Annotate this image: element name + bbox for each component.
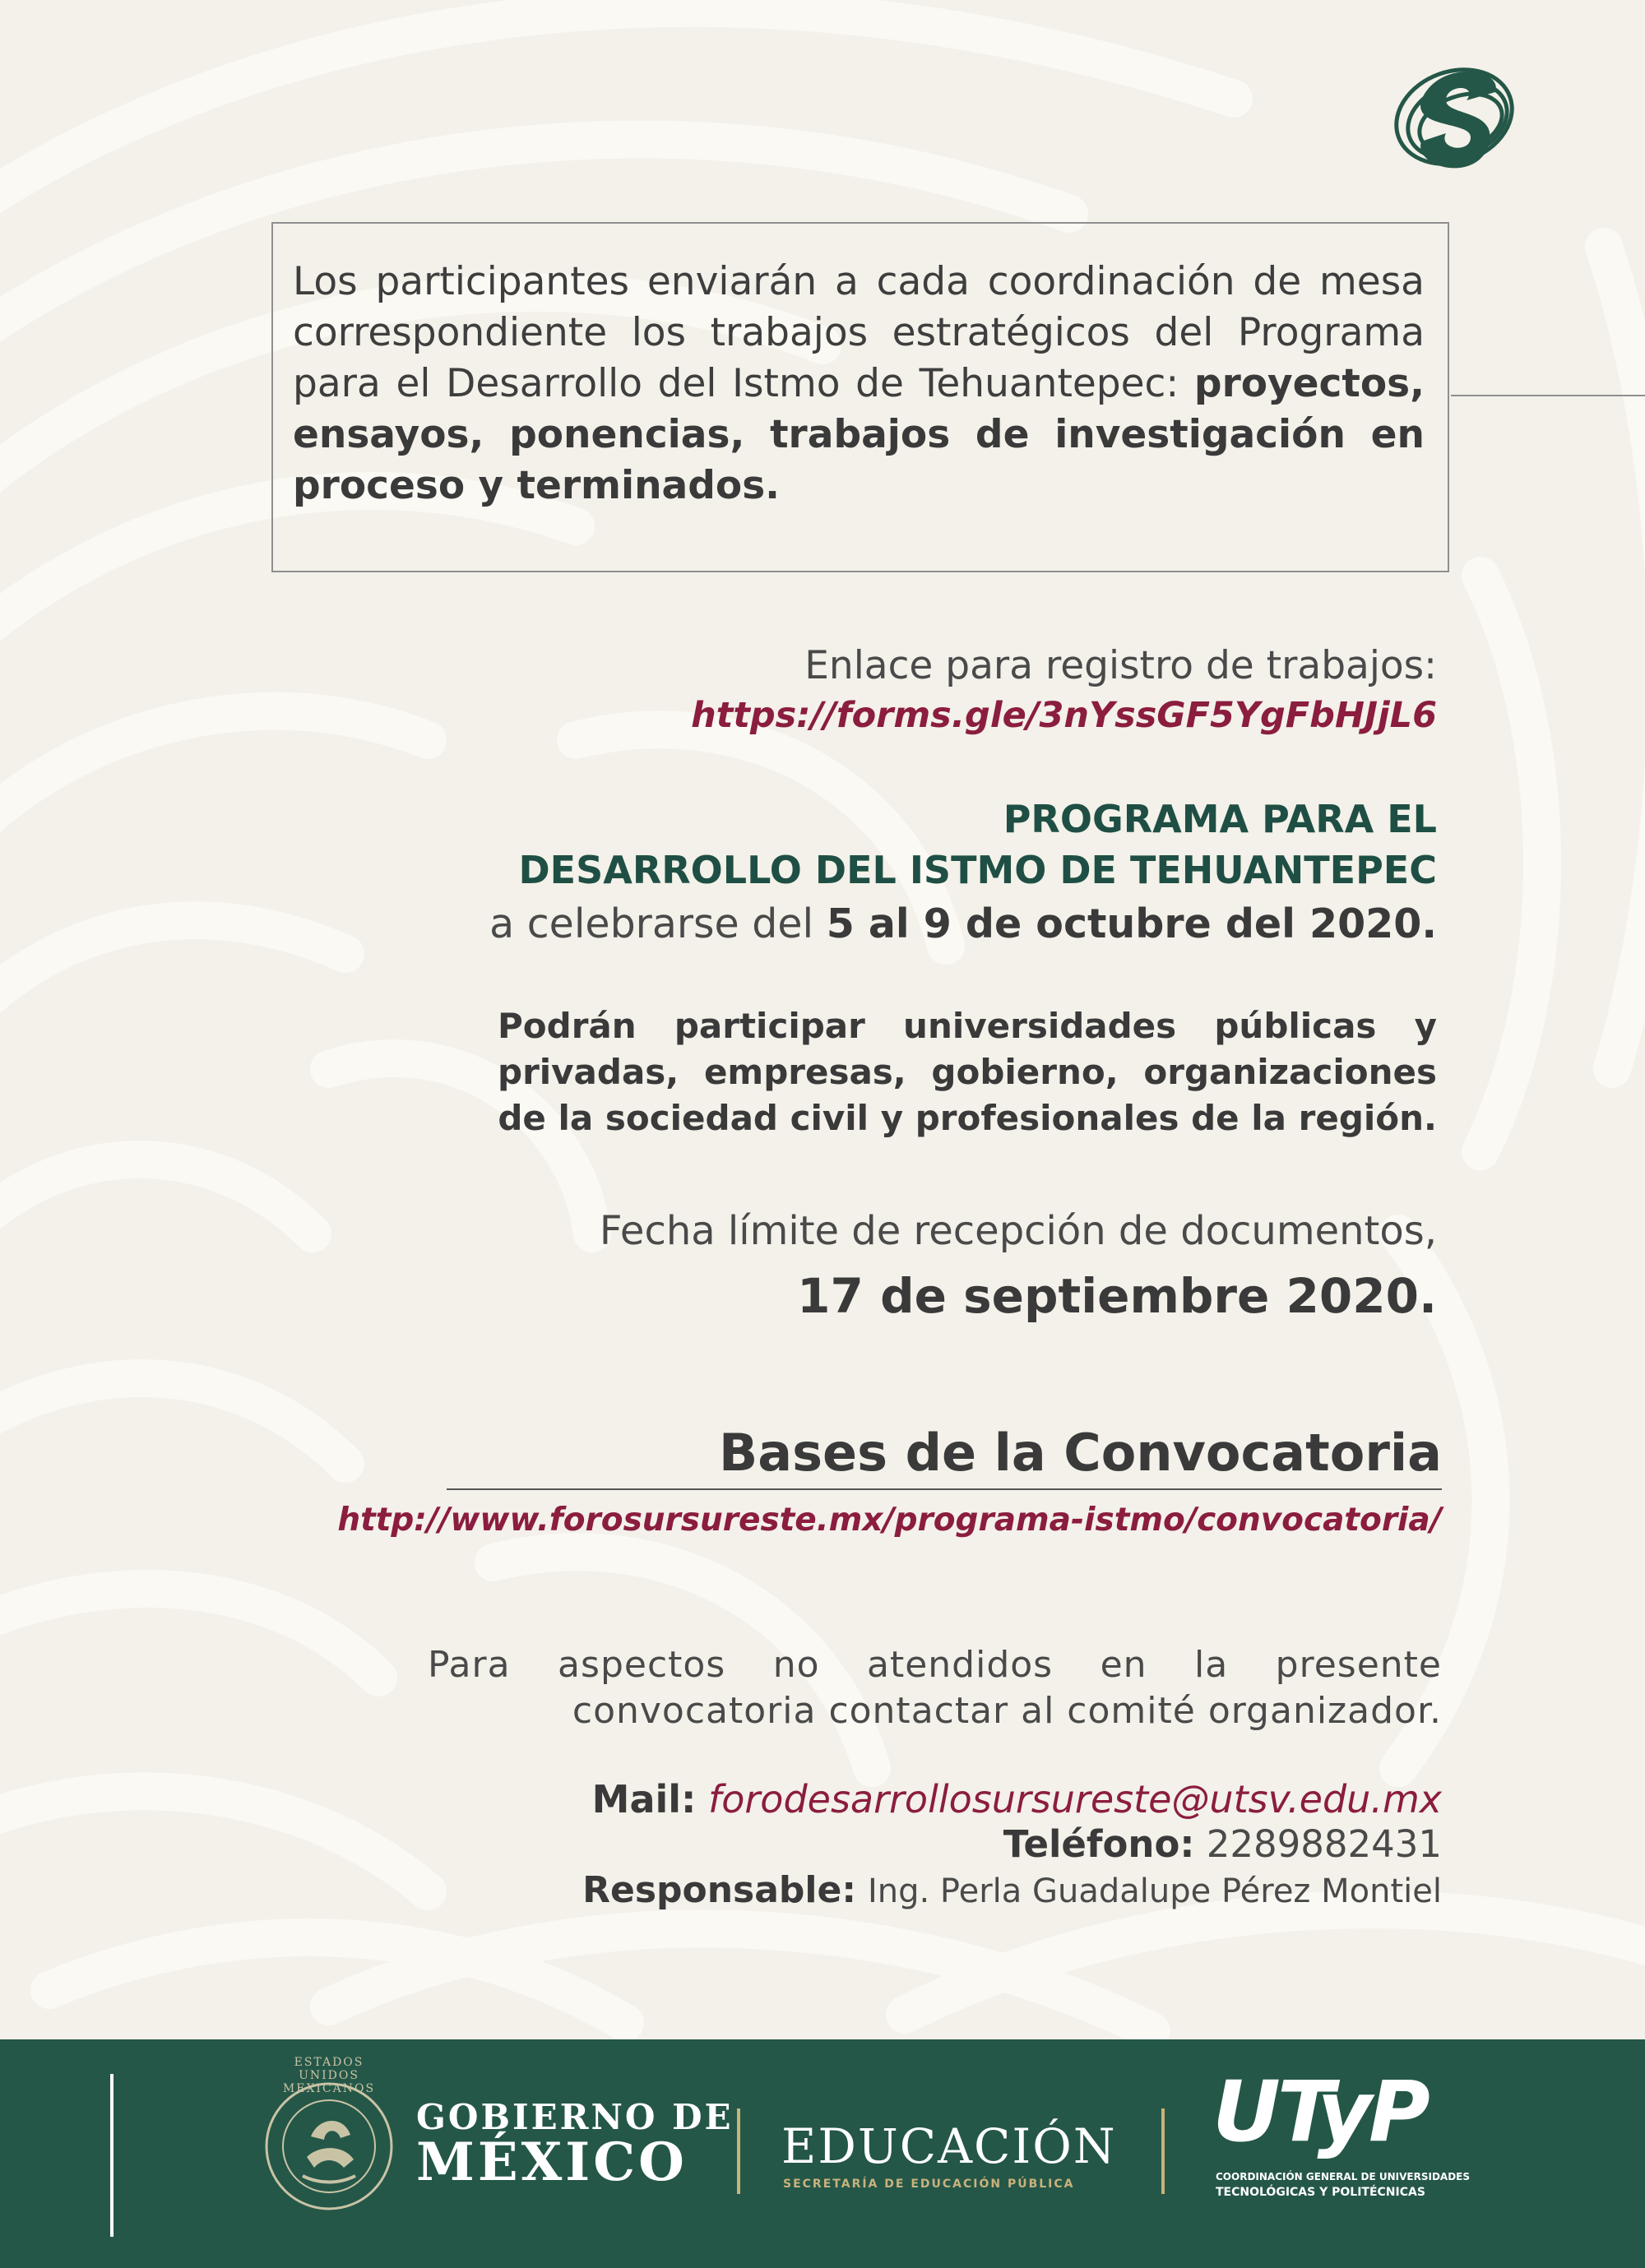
telefono-label: Teléfono: bbox=[1003, 1822, 1195, 1866]
registro-label: Enlace para registro de trabajos: bbox=[804, 643, 1437, 688]
bases-title: Bases de la Convocatoria bbox=[719, 1423, 1442, 1483]
utyp-line2: TECNOLÓGICAS Y POLITÉCNICAS bbox=[1216, 2186, 1425, 2199]
mail-line bbox=[592, 1775, 1442, 1824]
utyp-line1: COORDINACIÓN GENERAL DE UNIVERSIDADES bbox=[1216, 2171, 1471, 2182]
registro-link[interactable]: https://forms.gle/3nYssGF5YgFbHJjL6 bbox=[691, 695, 1437, 736]
footer-bar bbox=[0, 2039, 1645, 2268]
participantes-text: Podrán participar universidades públicas y privadas, empresas, gobierno, organizaciones de la sociedad civil y profesionales de la región. bbox=[498, 1006, 1437, 1138]
utyp-logo: UTyP bbox=[1212, 2063, 1427, 2161]
decorative-line bbox=[1451, 395, 1645, 396]
intro-box bbox=[271, 222, 1449, 572]
seal-text: ESTADOS UNIDOS MEXICANOS bbox=[282, 2056, 376, 2095]
contacto-text: Para aspectos no atendidos en la presente convocatoria contactar al comité organizador. bbox=[428, 1644, 1442, 1732]
footer-separator bbox=[737, 2108, 740, 2194]
intro-bold-text: proyectos, ensayos, ponencias, trabajos de investigación en proceso y terminados. bbox=[293, 361, 1425, 508]
intro-text: Los participantes enviarán a cada coordinación de mesa correspondiente los trabajos estratégicos del Programa para el Desarrollo del Istmo de Tehuantepec: bbox=[293, 259, 1425, 406]
fecha-limite-label: Fecha límite de recepción de documentos, bbox=[599, 1208, 1437, 1254]
telefono-line bbox=[1003, 1821, 1442, 1868]
responsable-line bbox=[582, 1867, 1442, 1915]
intro-paragraph bbox=[293, 257, 1425, 511]
programa-title-line2: DESARROLLO DEL ISTMO DE TEHUANTEPEC bbox=[518, 848, 1437, 892]
celebra-prefix: a celebrarse del bbox=[489, 900, 827, 947]
programa-dates bbox=[489, 898, 1437, 951]
gobierno-line1: GOBIERNO DE bbox=[416, 2097, 734, 2137]
mail-label: Mail: bbox=[591, 1777, 697, 1821]
sep-subtitle: SECRETARÍA DE EDUCACIÓN PÚBLICA bbox=[783, 2178, 1075, 2191]
responsable-value: Ing. Perla Guadalupe Pérez Montiel bbox=[867, 1872, 1442, 1910]
foro-s-logo-icon bbox=[1388, 51, 1520, 183]
bases-divider bbox=[447, 1488, 1442, 1490]
footer-separator bbox=[1161, 2108, 1165, 2194]
responsable-label: Responsable: bbox=[582, 1869, 856, 1911]
mexico-coat-of-arms-icon bbox=[262, 2079, 396, 2214]
bases-link[interactable]: http://www.forosursureste.mx/programa-istmo/convocatoria/ bbox=[337, 1502, 1442, 1539]
gobierno-line2: MÉXICO bbox=[416, 2131, 688, 2193]
mail-link[interactable]: forodesarrollosursureste@utsv.edu.mx bbox=[708, 1777, 1442, 1821]
fecha-limite-date: 17 de septiembre 2020. bbox=[797, 1268, 1437, 1324]
telefono-value: 2289882431 bbox=[1206, 1822, 1442, 1866]
programa-title-line1: PROGRAMA PARA EL bbox=[1003, 797, 1437, 841]
footer-left-line bbox=[110, 2074, 114, 2237]
celebra-dates: 5 al 9 de octubre del 2020. bbox=[826, 900, 1437, 947]
educacion-title: EDUCACIÓN bbox=[781, 2118, 1117, 2174]
